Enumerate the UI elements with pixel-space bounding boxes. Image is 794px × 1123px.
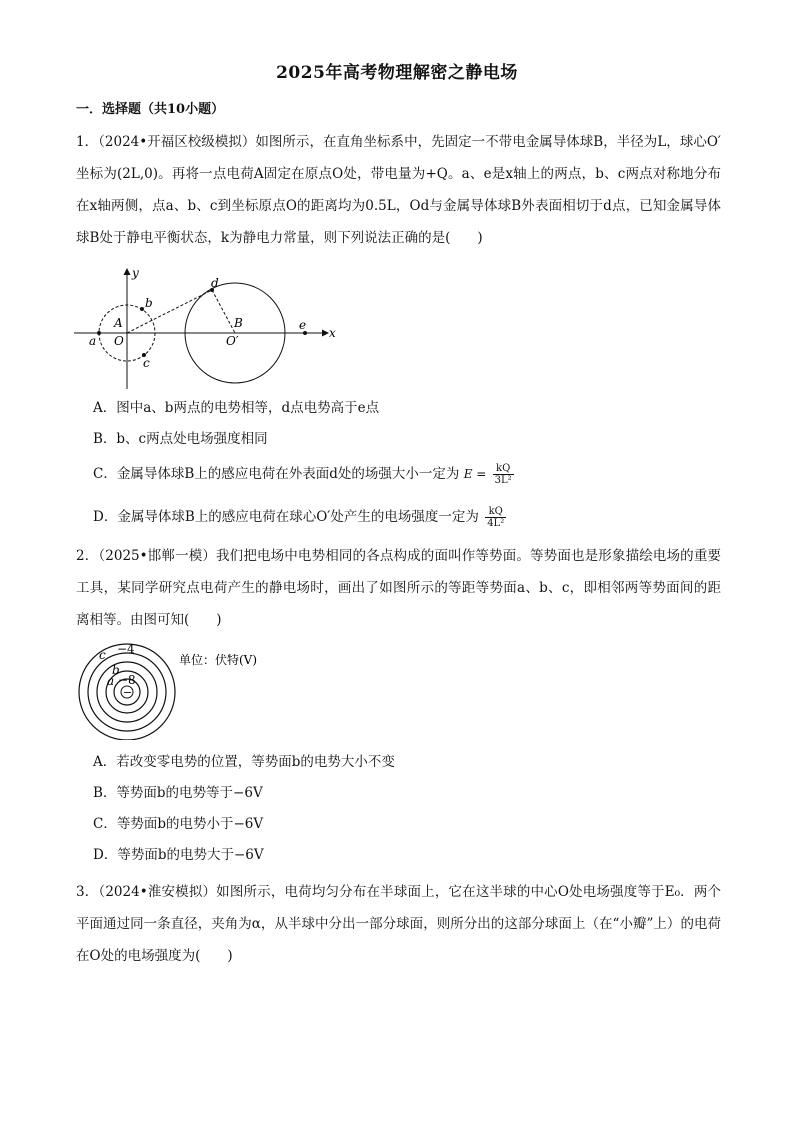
question-1-text: 1．（2024•开福区校级模拟）如图所示，在直角坐标系中，先固定一不带电金属导体球B，半径为L，球心O′坐标为(2L,0)。再将一点电荷A固定在原点O处，带电量为+Q。a、e是x轴上的两点，b、c两点对称地分布在x轴两侧，点a、b、c到坐标原点O的距离均为0.5L，Od与金属导体球B外表面相切于d点，已知金属导体球B处于静电平衡状态，k为静电力常量，则下列说法正确的是( ) [76,134,721,246]
q1-option-c-fraction [493,463,514,486]
q1-option-d[interactable] [93,506,506,529]
label-v-minus4: −4 [117,642,135,656]
section-heading: 一．选择题（共10小题） [76,102,225,117]
question-2-text: 2．（2025•邯郸一模）我们把电场中电势相同的各点构成的面叫作等势面。等势面也是形象描绘电场的重要工具，某同学研究点电荷产生的静电场时，画出了如图所示的等距等势面a、b、c，即相邻两等势面间的距离相等。由图可知( ) [76,548,721,628]
label-v-minus8: −8 [118,673,136,687]
q2-option-c[interactable]: C．等势面b的电势小于−6V [93,816,264,832]
tangent-line [127,290,212,333]
fraction-numerator: kQ [485,506,506,518]
label-b: b [145,296,153,310]
label-a: a [89,334,97,348]
q1-option-a[interactable]: A．图中a、b两点的电势相等，d点电势高于e点 [93,400,380,416]
q1-option-c-text: C．金属导体球B上的感应电荷在外表面d处的场强大小一定为 [93,466,460,482]
label-B: B [234,316,243,330]
label-y: y [132,266,139,280]
label-O: O [114,334,124,348]
charge-sign: − [123,686,133,699]
radius-line [212,290,235,333]
label-A: A [114,316,123,330]
label-x: x [329,326,336,340]
question-3-text: 3．（2024•淮安模拟）如图所示，电荷均匀分布在半球面上，它在这半球的中心O处电场强度等于E₀．两个平面通过同一条直径，夹角为α，从半球中分出一部分球面，则所分出的这部分球面上（在“小瓣”上）的电荷在O处的电场强度为( ) [76,884,721,964]
point-b [140,307,144,311]
fraction-denominator: 4L² [487,518,505,529]
q1-option-d-fraction [485,506,506,529]
q2-option-a[interactable]: A．若改变零电势的位置，等势面b的电势大小不变 [93,754,395,770]
q2-option-d[interactable]: D．等势面b的电势大于−6V [93,847,264,863]
label-a: a [107,674,115,688]
q1-option-c-lhs: E = [463,467,487,481]
label-e: e [299,318,307,332]
fraction-numerator: kQ [493,463,514,475]
q2-option-b[interactable]: B．等势面b的电势等于−6V [93,785,263,801]
q1-option-c[interactable] [93,463,514,486]
label-b: b [112,663,120,677]
question-2-figure [72,640,322,740]
point-a [97,331,101,335]
question-1-figure [72,265,342,395]
q1-option-d-text: D．金属导体球B上的感应电荷在球心O′处产生的电场强度一定为 [93,509,479,525]
label-c: c [143,356,150,370]
fraction-denominator: 3L² [494,475,512,486]
unit-label: 单位：伏特(V) [179,653,258,667]
label-Oprime: O′ [226,334,239,348]
label-d: d [211,276,219,290]
page-title: 2025年高考物理解密之静电场 [276,63,518,83]
q1-option-b[interactable]: B．b、c两点处电场强度相同 [93,431,268,447]
label-c: c [99,648,106,662]
